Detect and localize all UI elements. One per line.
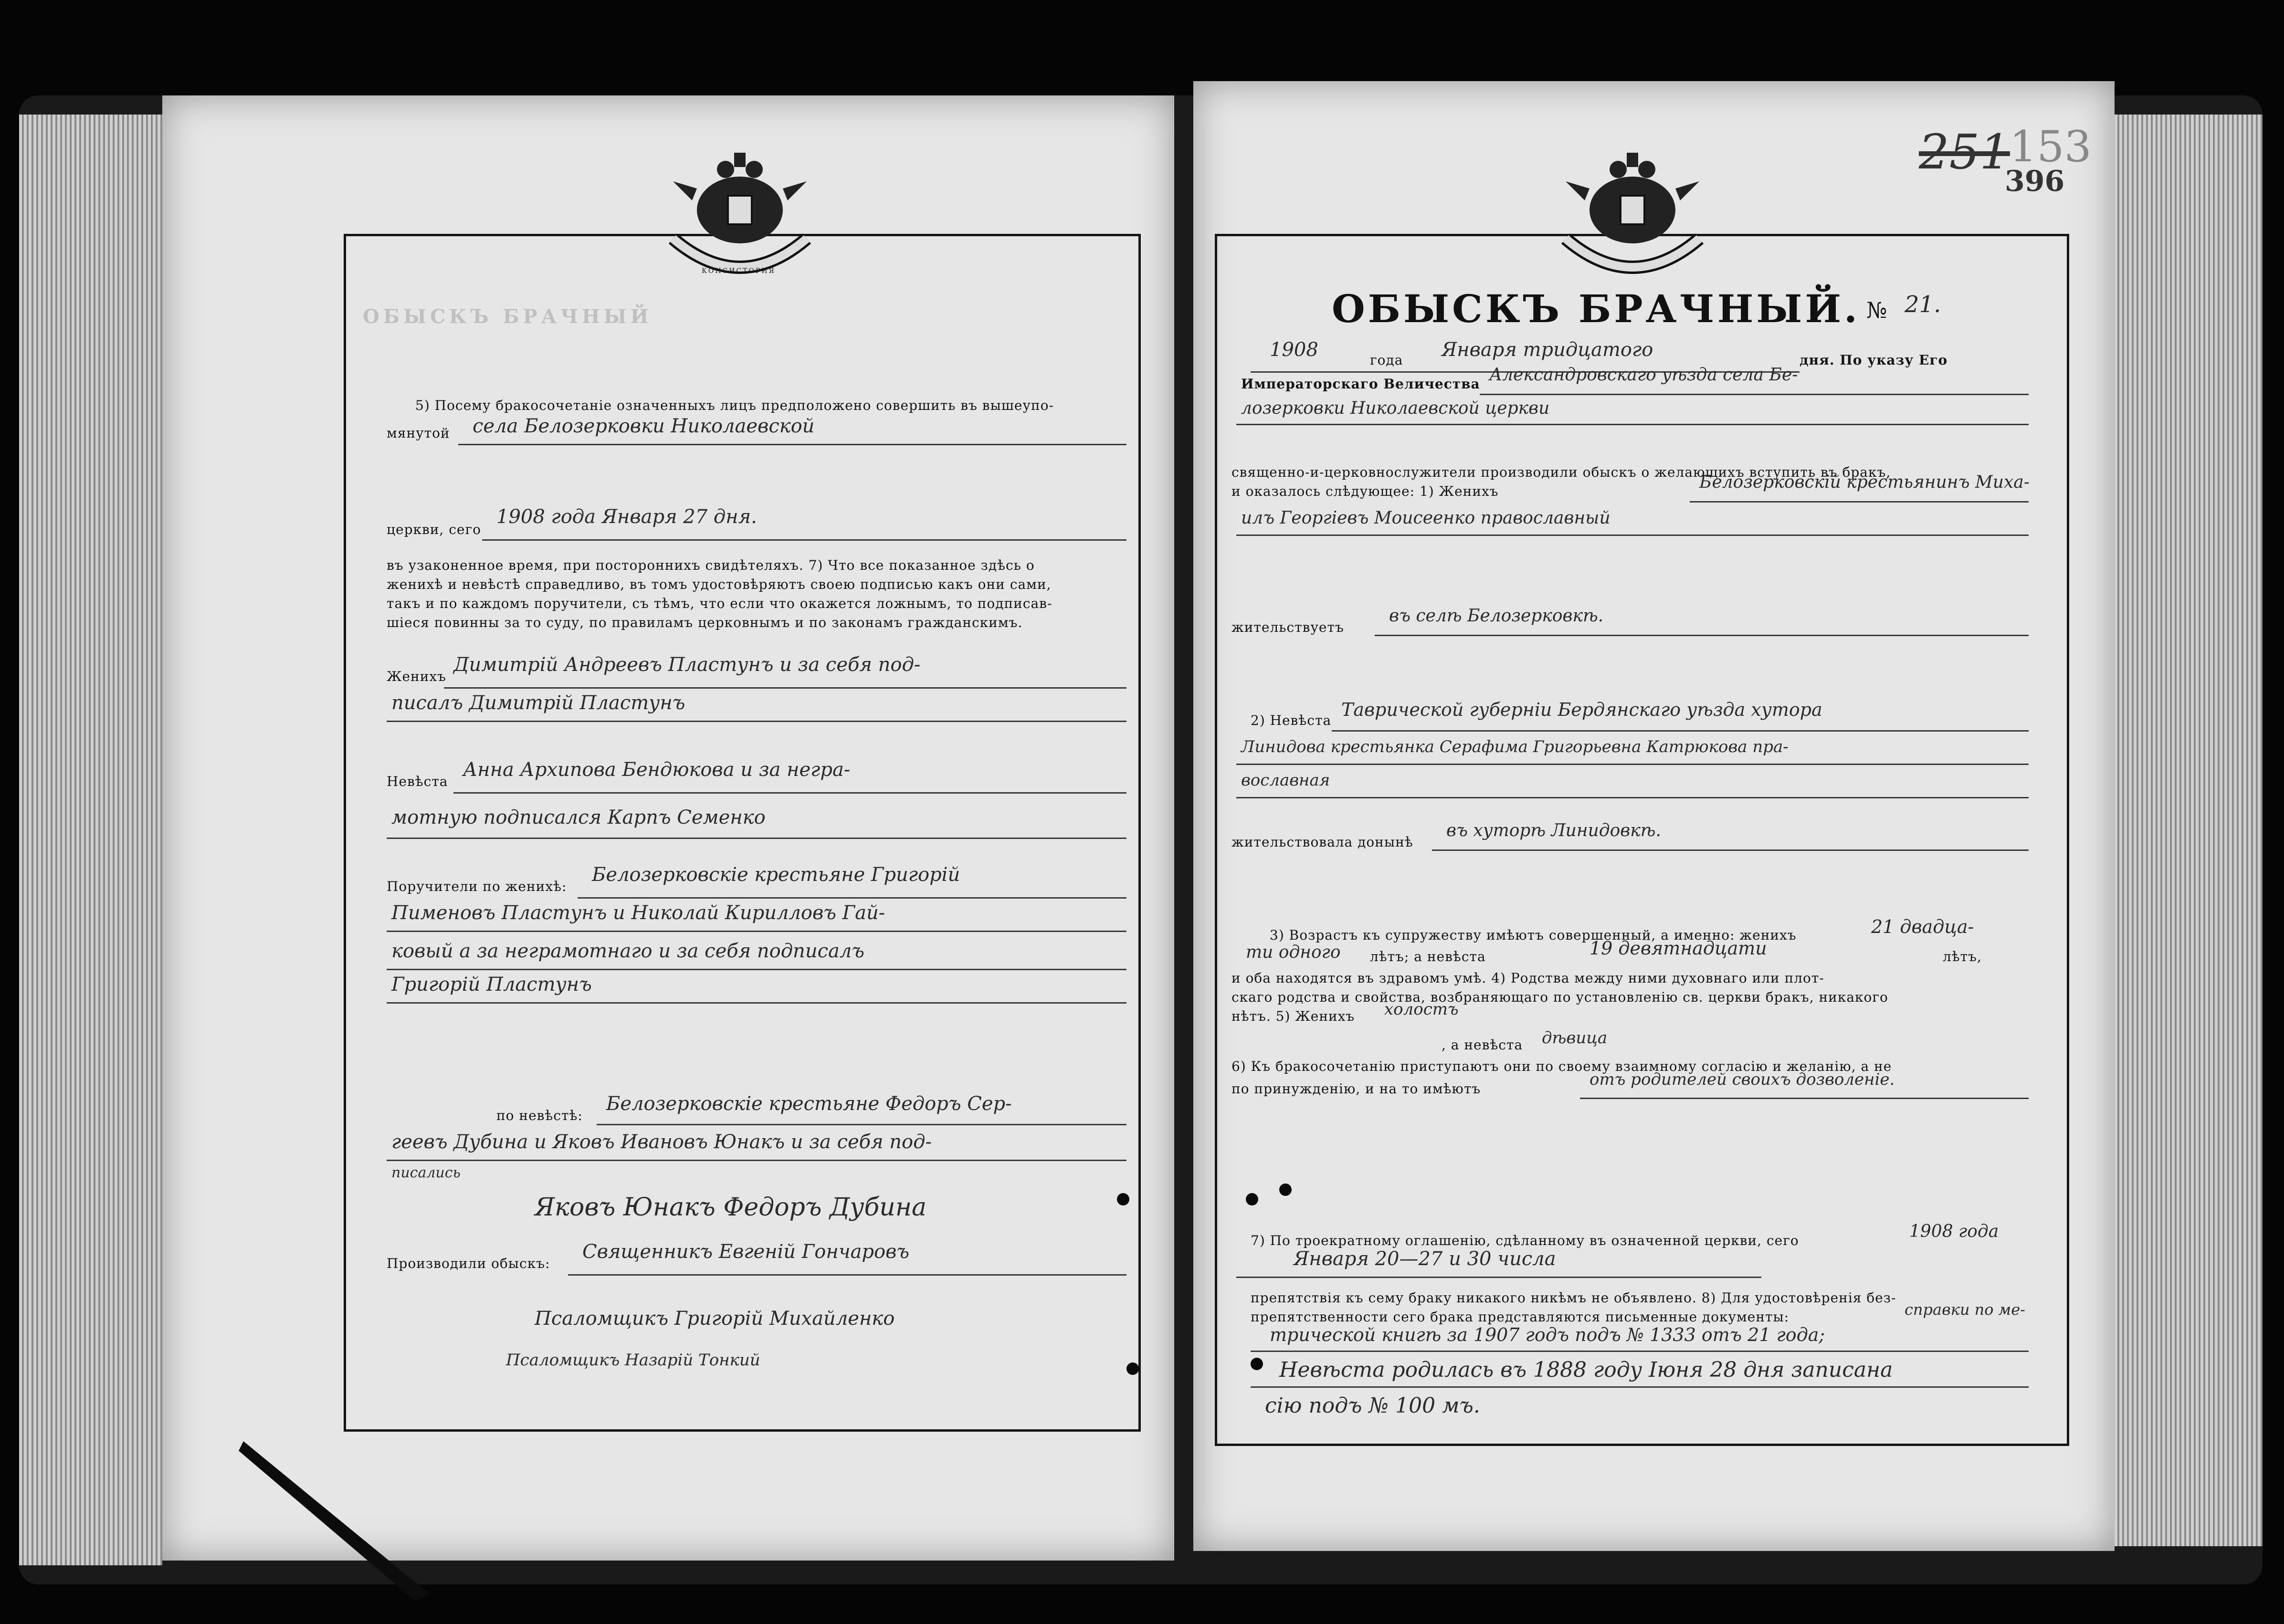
right-page-edges [2110, 115, 2263, 1546]
bride-description: Таврической губернiи Бердянскаго уѣзда хутора [1341, 699, 1822, 720]
psalmist-signature: Псаломщикъ Григорiй Михайленко [535, 1308, 895, 1330]
age-line-1-label: 3) Возрастъ къ супружеству имѣютъ совершенный, а именно: женихъ [1270, 927, 1797, 943]
church-label: церкви, сего [387, 522, 482, 537]
sureties-bride-line: Белозерковскiе крестьяне Федоръ Сер- [606, 1093, 1012, 1115]
groom-residence-label: жительствуетъ [1231, 619, 1344, 635]
binding-hole [1126, 1362, 1139, 1375]
paragraph-5-line-1: 5) Посему бракосочетанiе означенныхъ лицъ предположено совершить въ вышеупо- [415, 398, 1054, 413]
clergy-line-1: священно-и-церковнослужители производили обыскъ о желающихъ вступить въ бракъ, [1231, 464, 1891, 480]
banns-line-1-label: 7) По троекратному оглашенiю, сдѣланному въ означенной церкви, сего [1251, 1233, 1799, 1248]
record-number: 21. [1905, 291, 1941, 318]
underline [1236, 797, 2029, 798]
groom-description: Белозерковскiй крестьянинъ Миха- [1699, 472, 2030, 492]
underline [1480, 394, 2029, 395]
bride-status-label: , а невѣста [1442, 1037, 1523, 1053]
groom-signature-line-2: писалъ Димитрiй Пластунъ [391, 692, 685, 714]
sureties-groom-line: ковый а за неграмотнаго и за себя подписалъ [391, 940, 864, 962]
consent-value: отъ родителей своихъ дозволенiе. [1589, 1070, 1895, 1089]
underline [597, 1124, 1126, 1125]
underline [458, 444, 1126, 445]
paragraph-7-line: женихѣ и невѣстѣ справедливо, въ томъ удостовѣряютъ своею подписью какъ они сами, [387, 576, 1052, 592]
underline [568, 1274, 1126, 1276]
underline [1236, 534, 2029, 536]
left-page-edges [19, 115, 162, 1565]
bride-description-3: вославная [1241, 771, 1330, 790]
handwritten-marriage-date: 1908 года Января 27 дня. [496, 506, 757, 528]
clergy-line-2-label: и оказалось слѣдующее: 1) Женихъ [1231, 483, 1499, 499]
underline [444, 687, 1126, 689]
documents-line-3: Невѣста родилась въ 1888 году Iюня 28 дня записана [1279, 1358, 1893, 1382]
binding-hole [1279, 1184, 1292, 1196]
underline [387, 838, 1126, 839]
sureties-bride-signatures: Яковъ Юнакъ Федоръ Дубина [535, 1193, 926, 1222]
underline [1236, 764, 2029, 765]
bride-age: 19 девятнадцати [1589, 938, 1767, 959]
age-line: нѣтъ. 5) Женихъ [1231, 1008, 1355, 1024]
sureties-groom-line: Белозерковскiе крестьяне Григорiй [592, 864, 960, 886]
documents-line-2: трической книгѣ за 1907 годъ подъ № 1333 отъ 21 года; [1270, 1324, 1825, 1345]
archive-number-crossed: 251 [1919, 124, 2010, 180]
underline [1236, 1277, 1761, 1278]
bride-residence: въ хуторѣ Линидовкѣ. [1446, 821, 1661, 840]
consent-line-1: 6) Къ бракосочетанiю приступаютъ они по своему взаимному согласiю и желанiю, а не [1231, 1058, 1892, 1074]
bride-signature-line-2: мотную подписался Карпъ Семенко [391, 807, 766, 828]
year-label: года [1370, 352, 1403, 368]
underline [1690, 501, 2029, 503]
underline [1251, 1351, 2029, 1352]
record-number-label: № [1866, 297, 1888, 323]
underline [1432, 849, 2029, 851]
archive-number-pencil: 153 [2010, 122, 2092, 172]
underline [1375, 635, 2029, 636]
sureties-groom-label: Поручители по женихѣ: [387, 879, 567, 894]
bleed-through-title: ОБЫСКЪ БРАЧНЫЙ [363, 305, 653, 328]
groom-age: 21 двадца- [1871, 916, 1974, 937]
groom-age-2: ти одного [1246, 943, 1341, 962]
bride-label: 2) Невѣста [1251, 712, 1332, 728]
age-line-2-end: лѣтъ, [1943, 949, 1982, 964]
age-line: скаго родства и свойства, возбраняющаго по установленiю св. церкви бракъ, никакого [1231, 989, 1888, 1005]
groom-label: Женихъ [387, 669, 446, 684]
underline [387, 969, 1126, 970]
binding-hole [1117, 1193, 1129, 1205]
binding-hole [1246, 1193, 1258, 1205]
paragraph-7-line: такъ и по каждомъ поручители, съ тѣмъ, что если что окажется ложнымъ, то подписав- [387, 596, 1053, 611]
groom-residence: въ селѣ Белозерковкѣ. [1389, 606, 1604, 626]
sureties-groom-line: Пименовъ Пластунъ и Николай Кирилловъ Гай- [391, 902, 885, 924]
handwritten-church-location: Александровскаго уѣзда села Бе- [1489, 365, 1798, 385]
banns-dates: Января 20—27 и 30 числа [1294, 1248, 1556, 1270]
sureties-groom-line: Григорiй Пластунъ [391, 974, 592, 995]
sureties-bride-line: геевъ Дубина и Яковъ Ивановъ Юнакъ и за себя под- [391, 1131, 932, 1153]
underline [1236, 424, 2029, 425]
page-number: 396 [2005, 165, 2065, 198]
document-title: ОБЫСКЪ БРАЧНЫЙ. [1332, 286, 1860, 331]
underline [453, 792, 1126, 794]
priest-signature: Священникъ Евгенiй Гончаровъ [582, 1241, 910, 1263]
emblem-ribbon-text: КОНСИСТОРИЯ [702, 267, 776, 275]
underline [387, 1160, 1126, 1161]
underline [1251, 1386, 2029, 1388]
underline [1332, 730, 2029, 732]
majesty-label: Императорскаго Величества [1241, 376, 1480, 392]
conducted-by-label: Производили обыскъ: [387, 1256, 550, 1271]
bride-status: дѣвица [1542, 1028, 1608, 1048]
bride-residence-label: жительствовала донынѣ [1231, 834, 1413, 850]
paragraph-7-line: въ узаконенное время, при постороннихъ свидѣтеляхъ. 7) Что все показанное здѣсь о [387, 557, 1035, 573]
bride-label: Невѣста [387, 774, 448, 789]
groom-status: холостъ [1384, 1000, 1459, 1019]
age-line: и оба находятся въ здравомъ умѣ. 4) Родства между ними духовнаго или плот- [1231, 970, 1824, 986]
consent-line-2-label: по принужденiю, и на то имѣютъ [1231, 1081, 1481, 1097]
groom-signature-line-1: Димитрiй Андреевъ Пластунъ и за себя под- [453, 654, 921, 676]
left-eagle-emblem-icon [663, 143, 816, 286]
groom-description-2: илъ Георгiевъ Моисеенко православный [1241, 508, 1610, 528]
underline [387, 721, 1126, 722]
decree-label: дня. По указу Его [1800, 352, 1948, 368]
paragraph-5-line-2-label: мянутой [387, 425, 450, 441]
handwritten-year: 1908 [1270, 339, 1318, 361]
banns-year: 1908 года [1909, 1222, 1999, 1241]
binding-hole [1251, 1358, 1263, 1370]
bride-signature-line-1: Анна Архипова Бендюкова и за негра- [463, 759, 851, 781]
bride-description-2: Линидова крестьянка Серафима Григорьевна Катрюкова пра- [1241, 737, 1789, 756]
underline [578, 897, 1126, 899]
documents-line-4: сiю подъ № 100 мъ. [1265, 1393, 1480, 1418]
banns-line: препятствiя къ сему браку никакого никѣмъ не объявлено. 8) Для удостовѣренiя без- [1251, 1290, 1896, 1306]
pen-icon [239, 1432, 439, 1603]
sureties-bride-line: писались [391, 1164, 461, 1181]
banns-line: препятственности сего брака представляются письменные документы: [1251, 1309, 1789, 1325]
paragraph-7-line: шiеся повинны за то суду, по правиламъ церковнымъ и по законамъ гражданскимъ. [387, 615, 1023, 630]
handwritten-church-location-2: лозерковки Николаевской церкви [1241, 398, 1550, 418]
age-line-2-label: лѣтъ; а невѣста [1370, 949, 1486, 964]
handwritten-date: Января тридцатого [1442, 339, 1653, 361]
documents-line-1: справки по ме- [1905, 1300, 2025, 1319]
underline [482, 539, 1126, 541]
underline [387, 1002, 1126, 1004]
psalmist-signature: Псаломщикъ Назарiй Тонкий [506, 1351, 760, 1370]
underline [387, 931, 1126, 932]
right-eagle-emblem-icon [1556, 143, 1709, 286]
sureties-bride-label: по невѣстѣ: [496, 1108, 583, 1123]
handwritten-village-church: села Белозерковки Николаевской [473, 415, 815, 437]
underline [1580, 1098, 2029, 1099]
